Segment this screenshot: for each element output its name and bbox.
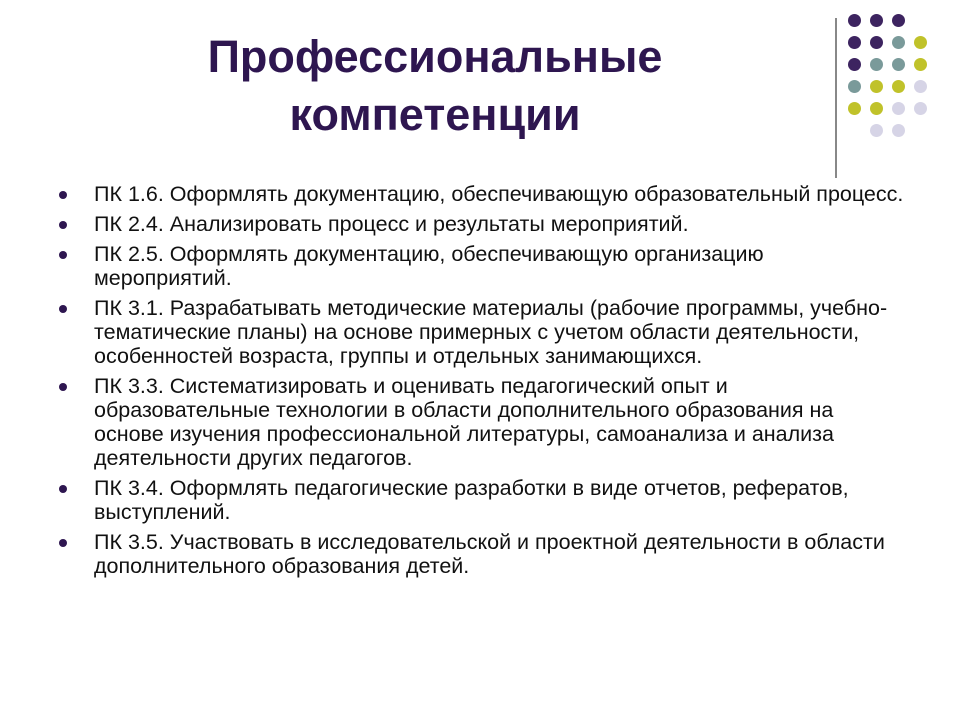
slide-title-line-1: Профессиональные bbox=[207, 31, 663, 82]
list-item-text: ПК 3.4. Оформлять педагогические разработки в виде отчетов, рефератов, выступлений. bbox=[94, 476, 849, 524]
decorative-dot bbox=[870, 102, 883, 115]
decorative-dot bbox=[892, 58, 905, 71]
bullet-icon bbox=[59, 383, 67, 391]
bullet-icon bbox=[59, 251, 67, 259]
decorative-dot bbox=[848, 102, 861, 115]
bullet-icon bbox=[59, 539, 67, 547]
decorative-dot bbox=[848, 58, 861, 71]
bullet-icon bbox=[59, 191, 67, 199]
list-item bbox=[56, 374, 906, 470]
list-item bbox=[56, 182, 906, 206]
slide-title-line-2: компетенции bbox=[289, 89, 581, 140]
decorative-dot bbox=[848, 14, 861, 27]
decorative-dot bbox=[870, 14, 883, 27]
list-item-text: ПК 2.4. Анализировать процесс и результаты мероприятий. bbox=[94, 212, 689, 236]
decorative-dot bbox=[914, 80, 927, 93]
slide-title bbox=[150, 28, 720, 144]
list-item bbox=[56, 476, 906, 524]
decorative-dot bbox=[870, 58, 883, 71]
decorative-dot bbox=[892, 36, 905, 49]
decorative-dot bbox=[892, 80, 905, 93]
decorative-dot bbox=[892, 102, 905, 115]
list-item bbox=[56, 296, 906, 368]
decorative-dot bbox=[848, 80, 861, 93]
decorative-dot bbox=[892, 124, 905, 137]
competency-list bbox=[56, 182, 906, 584]
decorative-dot bbox=[914, 102, 927, 115]
decorative-dot bbox=[892, 14, 905, 27]
decorative-dot bbox=[870, 80, 883, 93]
bullet-icon bbox=[59, 305, 67, 313]
list-item bbox=[56, 530, 906, 578]
list-item-text: ПК 3.3. Систематизировать и оценивать педагогический опыт и образовательные технологии в области дополнительного образования на основе изучения профессиональной литературы, самоанализа и анализа деятельности других педагогов. bbox=[94, 374, 834, 470]
decorative-dot bbox=[870, 124, 883, 137]
list-item-text: ПК 3.1. Разрабатывать методические материалы (рабочие программы, учебно-тематические планы) на основе примерных с учетом области деятельности, особенностей возраста, группы и отдельных занимающихся. bbox=[94, 296, 888, 368]
divider-line bbox=[835, 18, 837, 178]
list-item-text: ПК 1.6. Оформлять документацию, обеспечивающую образовательный процесс. bbox=[94, 182, 904, 206]
decorative-dot bbox=[870, 36, 883, 49]
bullet-icon bbox=[59, 221, 67, 229]
decorative-dot bbox=[914, 36, 927, 49]
decorative-dot bbox=[914, 58, 927, 71]
bullet-icon bbox=[59, 485, 67, 493]
list-item bbox=[56, 242, 906, 290]
decorative-dot-grid bbox=[848, 14, 948, 154]
list-item-text: ПК 3.5. Участвовать в исследовательской и проектной деятельности в области дополнительного образования детей. bbox=[94, 530, 885, 578]
list-item bbox=[56, 212, 906, 236]
decorative-dot bbox=[848, 36, 861, 49]
list-item-text: ПК 2.5. Оформлять документацию, обеспечивающую организацию мероприятий. bbox=[94, 242, 764, 290]
